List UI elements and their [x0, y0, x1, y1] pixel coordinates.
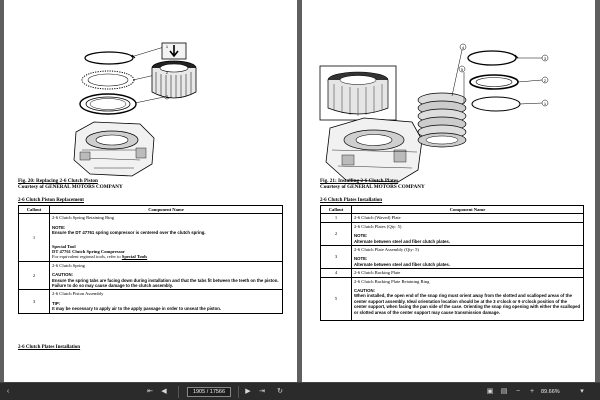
table-row — [321, 277, 584, 320]
note-text: Alternate between steel and fiber clutch plates. — [354, 261, 450, 267]
zoom-level[interactable]: 89.66% — [541, 389, 560, 395]
figure-caption — [320, 178, 425, 190]
prev-page-icon[interactable]: ◀ — [161, 388, 167, 395]
table-row — [321, 214, 584, 222]
component-name: 2-6 Clutch Piston Assembly — [52, 291, 104, 297]
component-cell — [352, 277, 584, 320]
component-cell — [352, 222, 584, 245]
callout-number: 3 — [321, 246, 352, 269]
caution-label: CAUTION: — [52, 272, 74, 278]
rotate-icon[interactable]: ↻ — [277, 388, 283, 395]
note-label: NOTE: — [52, 224, 66, 230]
special-tools-link[interactable]: Special Tools — [121, 254, 148, 260]
component-cell — [50, 261, 283, 290]
callout-number: 1 — [321, 214, 352, 222]
table-row — [19, 214, 283, 261]
table-row — [321, 246, 584, 269]
viewer-toolbar — [0, 382, 600, 400]
caution-label: CAUTION: — [354, 288, 376, 294]
note-text: Ensure the DT 47761 spring compressor is centered over the clutch spring. — [52, 230, 206, 236]
figure-callout-label: 3 — [165, 93, 169, 99]
figure-callout-label: 1 — [165, 43, 169, 49]
figure-caption — [18, 178, 123, 190]
section-title: 2-6 Clutch Piston Replacement — [18, 198, 84, 203]
figure-callout-label: 3 — [543, 55, 547, 61]
waved-plate-drawing — [472, 97, 520, 111]
table-header-row — [321, 206, 584, 214]
figure-callout-label: 1 — [543, 100, 547, 106]
figure-callout-label: 2 — [165, 69, 169, 75]
special-tool-label: Special Tool — [52, 243, 76, 249]
chevron-left-icon[interactable]: ‹ — [6, 388, 10, 395]
caution-text: When installed, the open end of the snap ring must orient away from the slotted and scalloped areas of the center support assembly. Ideal orientation location should be at the 3 o'clock or 9 o'clock position of the center support, when facing the pan side of the case. Orienting the snap ring opening with either the scalloped or slotted areas of the center support may cause transmission damage. — [354, 293, 581, 315]
figure-courtesy: Courtesy of GENERAL MOTORS COMPANY — [320, 184, 425, 190]
component-cell — [352, 246, 584, 269]
clutch-plates-drawing — [418, 93, 466, 147]
next-section-heading: 2-6 Clutch Plates Installation — [18, 345, 81, 350]
callout-number: 4 — [321, 269, 352, 277]
component-cell — [50, 214, 283, 261]
column-header: Callout — [321, 206, 352, 214]
figure-21-illustration — [302, 0, 595, 185]
component-name: 2-6 Clutch Spring Retaining Ring — [52, 215, 115, 221]
tip-label: TIP: — [52, 300, 61, 306]
column-header: Component Name — [352, 206, 584, 214]
figure-callout-label: 2 — [543, 77, 547, 83]
component-name: 2-6 Clutch (Waved) Plate — [352, 214, 584, 222]
right-page — [302, 0, 595, 382]
tip-text: It may be necessary to apply air to the apply passage in order to unseat the piston. — [52, 306, 222, 312]
first-page-icon[interactable]: ⇤ — [147, 388, 153, 395]
callout-number: 5 — [321, 277, 352, 320]
callout-table — [320, 205, 584, 321]
table-row — [19, 290, 283, 313]
equivalent-tools-label: For equivalent regional tools, refer to — [52, 254, 121, 260]
figure-title: Fig. 21: Installing 2-6 Clutch Plates — [320, 178, 399, 184]
snap-ring-drawing — [85, 52, 133, 64]
callout-table — [18, 205, 283, 314]
special-tool-name: DT 47761 Clutch Spring Compressor — [52, 249, 125, 255]
left-page — [4, 0, 297, 382]
last-page-icon[interactable]: ⇥ — [259, 388, 265, 395]
callout-number: 2 — [321, 222, 352, 245]
component-name: 2-6 Clutch Spring — [52, 262, 85, 268]
figure-callout-label: 5 — [460, 66, 464, 72]
table-header-row — [19, 206, 283, 214]
figure-20-illustration — [4, 0, 297, 185]
figure-title: Fig. 20: Replacing 2-6 Clutch Piston — [18, 178, 98, 184]
callout-number: 2 — [19, 261, 50, 290]
zoom-out-icon[interactable]: − — [515, 388, 521, 395]
figure-courtesy: Courtesy of GENERAL MOTORS COMPANY — [18, 184, 123, 190]
section-title: 2-6 Clutch Plates Installation — [320, 198, 383, 203]
note-label: NOTE: — [354, 233, 368, 239]
column-header: Component Name — [50, 206, 283, 214]
component-name: 2-6 Clutch Plates (Qty: 5) — [354, 223, 402, 229]
backing-plate-drawing — [470, 75, 518, 89]
note-text: Alternate between steel and fiber clutch plates. — [354, 238, 450, 244]
component-name: 2-6 Clutch Backing Plate — [352, 269, 584, 277]
component-name: 2-6 Clutch Backing Plate Retaining Ring — [354, 278, 430, 284]
next-page-icon[interactable]: ▶ — [245, 388, 251, 395]
zoom-in-icon[interactable]: + — [529, 388, 535, 395]
pages-icon[interactable]: ▤ — [500, 388, 508, 395]
page-number-input[interactable]: 1905 / 17566 — [187, 387, 231, 397]
component-cell — [50, 290, 283, 313]
equivalent-tools-text — [52, 254, 280, 259]
callout-number: 1 — [19, 214, 50, 261]
table-row — [321, 222, 584, 245]
callout-number: 3 — [19, 290, 50, 313]
table-row — [19, 261, 283, 290]
chevron-down-icon[interactable]: ▾ — [580, 388, 584, 395]
figure-callout-label: 4 — [461, 44, 465, 50]
note-label: NOTE: — [354, 256, 368, 262]
fit-icon[interactable]: ▣ — [486, 388, 494, 395]
component-name: 2-6 Clutch Plate Assembly (Qty: 5) — [354, 247, 419, 253]
column-header: Callout — [19, 206, 50, 214]
caution-text: Ensure the spring tabs are facing down during installation and that the tabs fit between the teeth on the piston. Failure to do so may cause damage to the clutch assembly. — [52, 277, 279, 289]
table-row — [321, 269, 584, 277]
retaining-ring-drawing — [468, 51, 516, 65]
